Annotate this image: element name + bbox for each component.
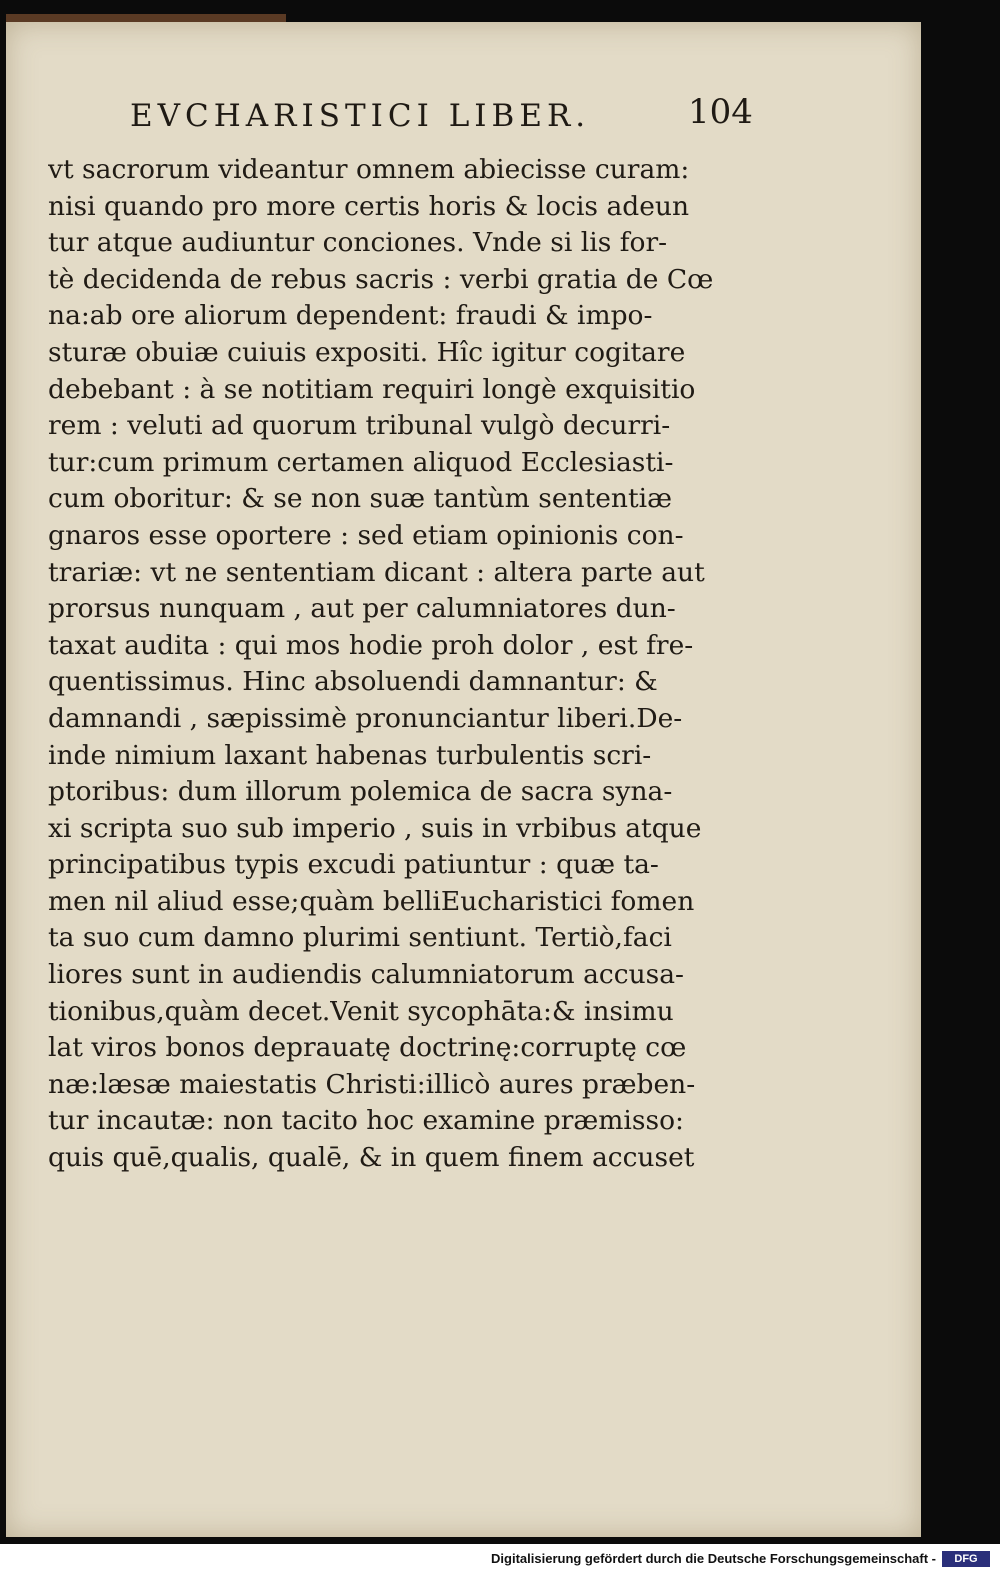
text-line: cum oboritur: & se non suæ tantùm sententiæ	[48, 483, 673, 515]
text-line: men nil aliud esse;quàm belliEucharistici fomen	[48, 885, 695, 917]
text-line: vt sacrorum videantur omnem abiecisse curam:	[48, 154, 690, 185]
text-line: ptoribus: dum illorum polemica de sacra syna-	[48, 776, 673, 808]
text-line: næ:læsæ maiestatis Christi:illicò aures præben-	[48, 1068, 696, 1100]
text-line: sturæ obuiæ cuiuis expositi. Hîc igitur cogitare	[48, 336, 686, 368]
text-line: damnandi , sæpissimè pronunciantur liberi.De-	[48, 702, 683, 734]
text-line: prorsus nunquam , aut per calumniatores dun-	[48, 593, 676, 625]
text-line: tè decidenda de rebus sacris : verbi gratia de Cœ	[48, 263, 714, 295]
text-line: tur incautæ: non tacito hoc examine præmisso:	[48, 1105, 684, 1137]
text-line: rem : veluti ad quorum tribunal vulgò decurri-	[48, 410, 671, 442]
text-line: xi scripta suo sub imperio , suis in vrbibus atque	[48, 812, 702, 844]
text-line: na:ab ore aliorum dependent: fraudi & impo-	[48, 300, 653, 332]
text-line: inde nimium laxant habenas turbulentis scri-	[48, 739, 652, 771]
text-line: quis quē,qualis, qualē, & in quem finem accuset	[48, 1142, 695, 1174]
text-line: nisi quando pro more certis horis & locis adeun	[48, 190, 690, 222]
text-line: quentissimus. Hinc absoluendi damnantur: &	[48, 666, 658, 698]
text-line: debebant : à se notitiam requiri longè exquisitio	[48, 373, 696, 405]
page-number: 104	[688, 92, 753, 132]
text-line: taxat audita : qui mos hodie proh dolor , est fre-	[48, 629, 694, 661]
text-line: tionibus,quàm decet.Venit sycophāta:& insimu	[48, 995, 674, 1027]
text-line: tur atque audiuntur conciones. Vnde si lis for-	[48, 227, 668, 259]
text-line: tur:cum primum certamen aliquod Ecclesiasti-	[48, 446, 674, 478]
text-line: gnaros esse oportere : sed etiam opinionis con-	[48, 519, 684, 551]
dfg-logo: DFG	[942, 1551, 990, 1567]
funding-credit: Digitalisierung gefördert durch die Deutsche Forschungsgemeinschaft -	[491, 1551, 936, 1566]
text-block	[48, 152, 748, 1177]
text-line: principatibus typis excudi patiuntur : quæ ta-	[48, 849, 659, 881]
text-line: liores sunt in audiendis calumniatorum accusa-	[48, 959, 685, 991]
running-title: EVCHARISTICI LIBER.	[130, 98, 591, 134]
text-line: lat viros bonos deprauatę doctrinę:corruptę cœ	[48, 1032, 687, 1064]
text-line: ta suo cum damno plurimi sentiunt. Tertiò,faci	[48, 922, 672, 954]
text-line: trariæ: vt ne sententiam dicant : altera parte aut	[48, 556, 705, 588]
